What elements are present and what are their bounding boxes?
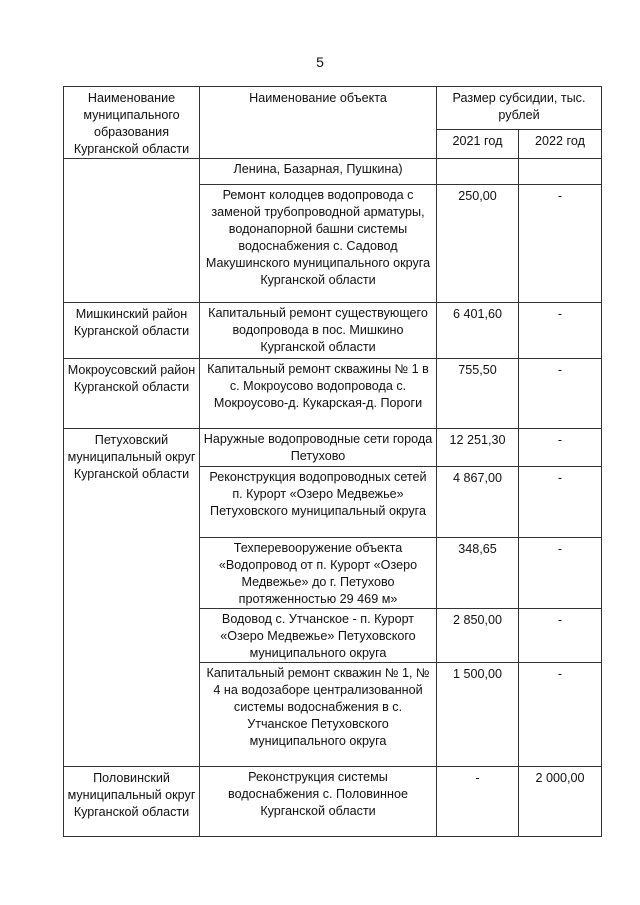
object-cell: Ремонт колодцев водопровода с заменой трубопроводной арматуры, водонапорной башни системы водоснабжения с. Садовод Макушинского муниципального округа Курганской области <box>200 185 437 303</box>
value-2021: 4 867,00 <box>437 467 519 538</box>
object-cell: Капитальный ремонт существующего водопровода в пос. Мишкино Курганской области <box>200 303 437 359</box>
page-number: 5 <box>316 54 324 70</box>
table-row <box>64 303 602 359</box>
object-cell: Капитальный ремонт скважин № 1, № 4 на водозаборе централизованной системы водоснабжения в с. Утчанское Петуховского муниципального округа <box>200 663 437 767</box>
value-2022: - <box>519 609 602 663</box>
municipality-cell: Петуховский муниципальный округ Курганской области <box>64 429 200 767</box>
municipality-cell: Мишкинский район Курганской области <box>64 303 200 359</box>
municipality-cell: Половинский муниципальный округ Курганской области <box>64 767 200 837</box>
value-2022: - <box>519 303 602 359</box>
value-2022: - <box>519 185 602 303</box>
value-cell-empty <box>437 159 519 185</box>
subsidy-table <box>63 86 602 837</box>
value-2021: 2 850,00 <box>437 609 519 663</box>
table-row <box>64 429 602 467</box>
object-cell: Водовод с. Утчанское - п. Курорт «Озеро Медвежье» Петуховского муниципального округа <box>200 609 437 663</box>
header-year-2021: 2021 год <box>437 129 519 158</box>
table-row <box>64 767 602 837</box>
header-year-2022: 2022 год <box>519 129 602 158</box>
object-cell: Ленина, Базарная, Пушкина) <box>200 159 437 185</box>
object-cell: Реконструкция водопроводных сетей п. Курорт «Озеро Медвежье» Петуховского муниципальный округа <box>200 467 437 538</box>
value-2021: 348,65 <box>437 538 519 609</box>
value-2021: 250,00 <box>437 185 519 303</box>
value-2021: 755,50 <box>437 359 519 429</box>
object-cell: Техперевооружение объекта «Водопровод от п. Курорт «Озеро Медвежье» до г. Петухово протяженностью 29 469 м» <box>200 538 437 609</box>
header-municipality: Наименование муниципального образования Курганской области <box>64 87 200 159</box>
municipality-cell: Мокроусовский район Курганской области <box>64 359 200 429</box>
value-2022: 2 000,00 <box>519 767 602 837</box>
value-2021: 6 401,60 <box>437 303 519 359</box>
value-2021: 12 251,30 <box>437 429 519 467</box>
header-object: Наименование объекта <box>200 87 437 159</box>
header-subsidy: Размер субсидии, тыс. рублей <box>437 87 602 130</box>
value-2022: - <box>519 359 602 429</box>
value-2021: - <box>437 767 519 837</box>
value-2022: - <box>519 467 602 538</box>
value-2021: 1 500,00 <box>437 663 519 767</box>
value-2022: - <box>519 663 602 767</box>
object-cell: Наружные водопроводные сети города Петухово <box>200 429 437 467</box>
value-cell-empty <box>519 159 602 185</box>
value-2022: - <box>519 429 602 467</box>
object-cell: Реконструкция системы водоснабжения с. Половинное Курганской области <box>200 767 437 837</box>
municipality-cell-empty <box>64 159 200 303</box>
object-cell: Капитальный ремонт скважины № 1 в с. Мокроусово водопровода с. Мокроусово-д. Кукарская-д. Пороги <box>200 359 437 429</box>
value-2022: - <box>519 538 602 609</box>
table-row <box>64 159 602 185</box>
table-row <box>64 359 602 429</box>
